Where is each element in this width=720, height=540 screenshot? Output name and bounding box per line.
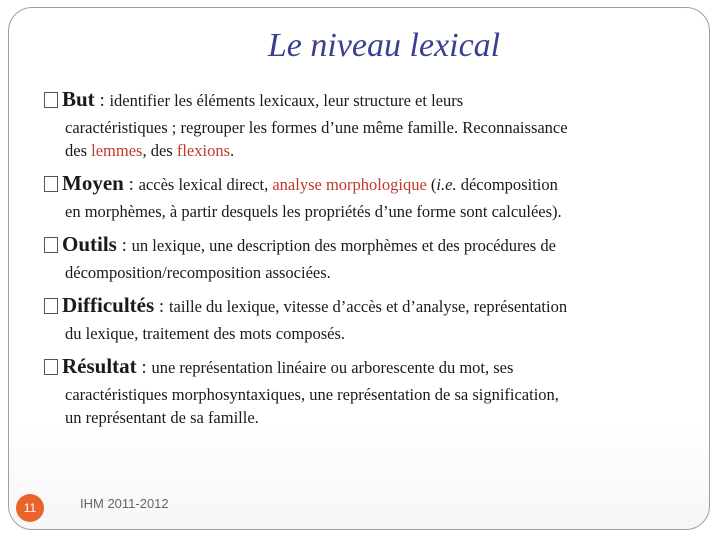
slide-title: Le niveau lexical — [267, 27, 501, 64]
slide-number-badge: 11 — [16, 494, 44, 522]
bullet-text: un représentant de sa famille. — [65, 408, 259, 427]
bullet-text: décomposition/recomposition associées. — [65, 263, 331, 282]
highlight-analyse: analyse morphologique — [272, 175, 427, 194]
bullet-but: But : identifier les éléments lexicaux, leur structure et leurs caractéristiques ; regrouper les formes d’une même famille. Reconnaissance des lemmes, des flexions. — [44, 88, 684, 162]
bullet-term: Résultat — [62, 354, 137, 378]
bullet-box-icon — [44, 298, 58, 314]
bullet-text: une représentation linéaire ou arborescente du mot, ses — [151, 358, 514, 377]
bullet-text: caractéristiques ; regrouper les formes d’une même famille. Reconnaissance — [65, 118, 568, 137]
bullet-term: Difficultés — [62, 293, 155, 317]
bullet-term: Outils — [62, 232, 117, 256]
bullet-box-icon — [44, 92, 58, 108]
bullet-text: des lemmes, des flexions. — [65, 141, 235, 160]
bullet-moyen: Moyen : accès lexical direct, analyse morphologique (i.e. décomposition en morphèmes, à partir desquels les propriétés d’une forme sont calculées). — [44, 172, 684, 223]
bullet-text: du lexique, traitement des mots composés. — [65, 324, 345, 343]
bullet-box-icon — [44, 176, 58, 192]
bullet-box-icon — [44, 359, 58, 375]
bullet-text: identifier les éléments lexicaux, leur structure et leurs — [109, 91, 464, 110]
bullet-resultat: Résultat : une représentation linéaire ou arborescente du mot, ses caractéristiques morphosyntaxiques, une représentation de sa signification, un représentant de sa famille. — [44, 355, 684, 429]
slide-footer: IHM 2011-2012 — [80, 496, 169, 511]
bullet-term: But — [62, 87, 95, 111]
highlight-lemmes: lemmes — [91, 141, 143, 160]
bullet-box-icon — [44, 237, 58, 253]
bullet-text: caractéristiques morphosyntaxiques, une représentation de sa signification, — [65, 385, 559, 404]
highlight-flexions: flexions — [176, 141, 230, 160]
bullet-text: taille du lexique, vitesse d’accès et d’analyse, représentation — [168, 297, 568, 316]
bullet-outils: Outils : un lexique, une description des morphèmes et des procédures de décomposition/recomposition associées. — [44, 233, 684, 284]
bullet-text: un lexique, une description des morphèmes et des procédures de — [131, 236, 556, 255]
bullet-term: Moyen — [62, 171, 124, 195]
bullet-text: en morphèmes, à partir desquels les propriétés d’une forme sont calculées). — [65, 202, 562, 221]
bullet-difficultes: Difficultés : taille du lexique, vitesse d’accès et d’analyse, représentation du lexique, traitement des mots composés. — [44, 294, 684, 345]
